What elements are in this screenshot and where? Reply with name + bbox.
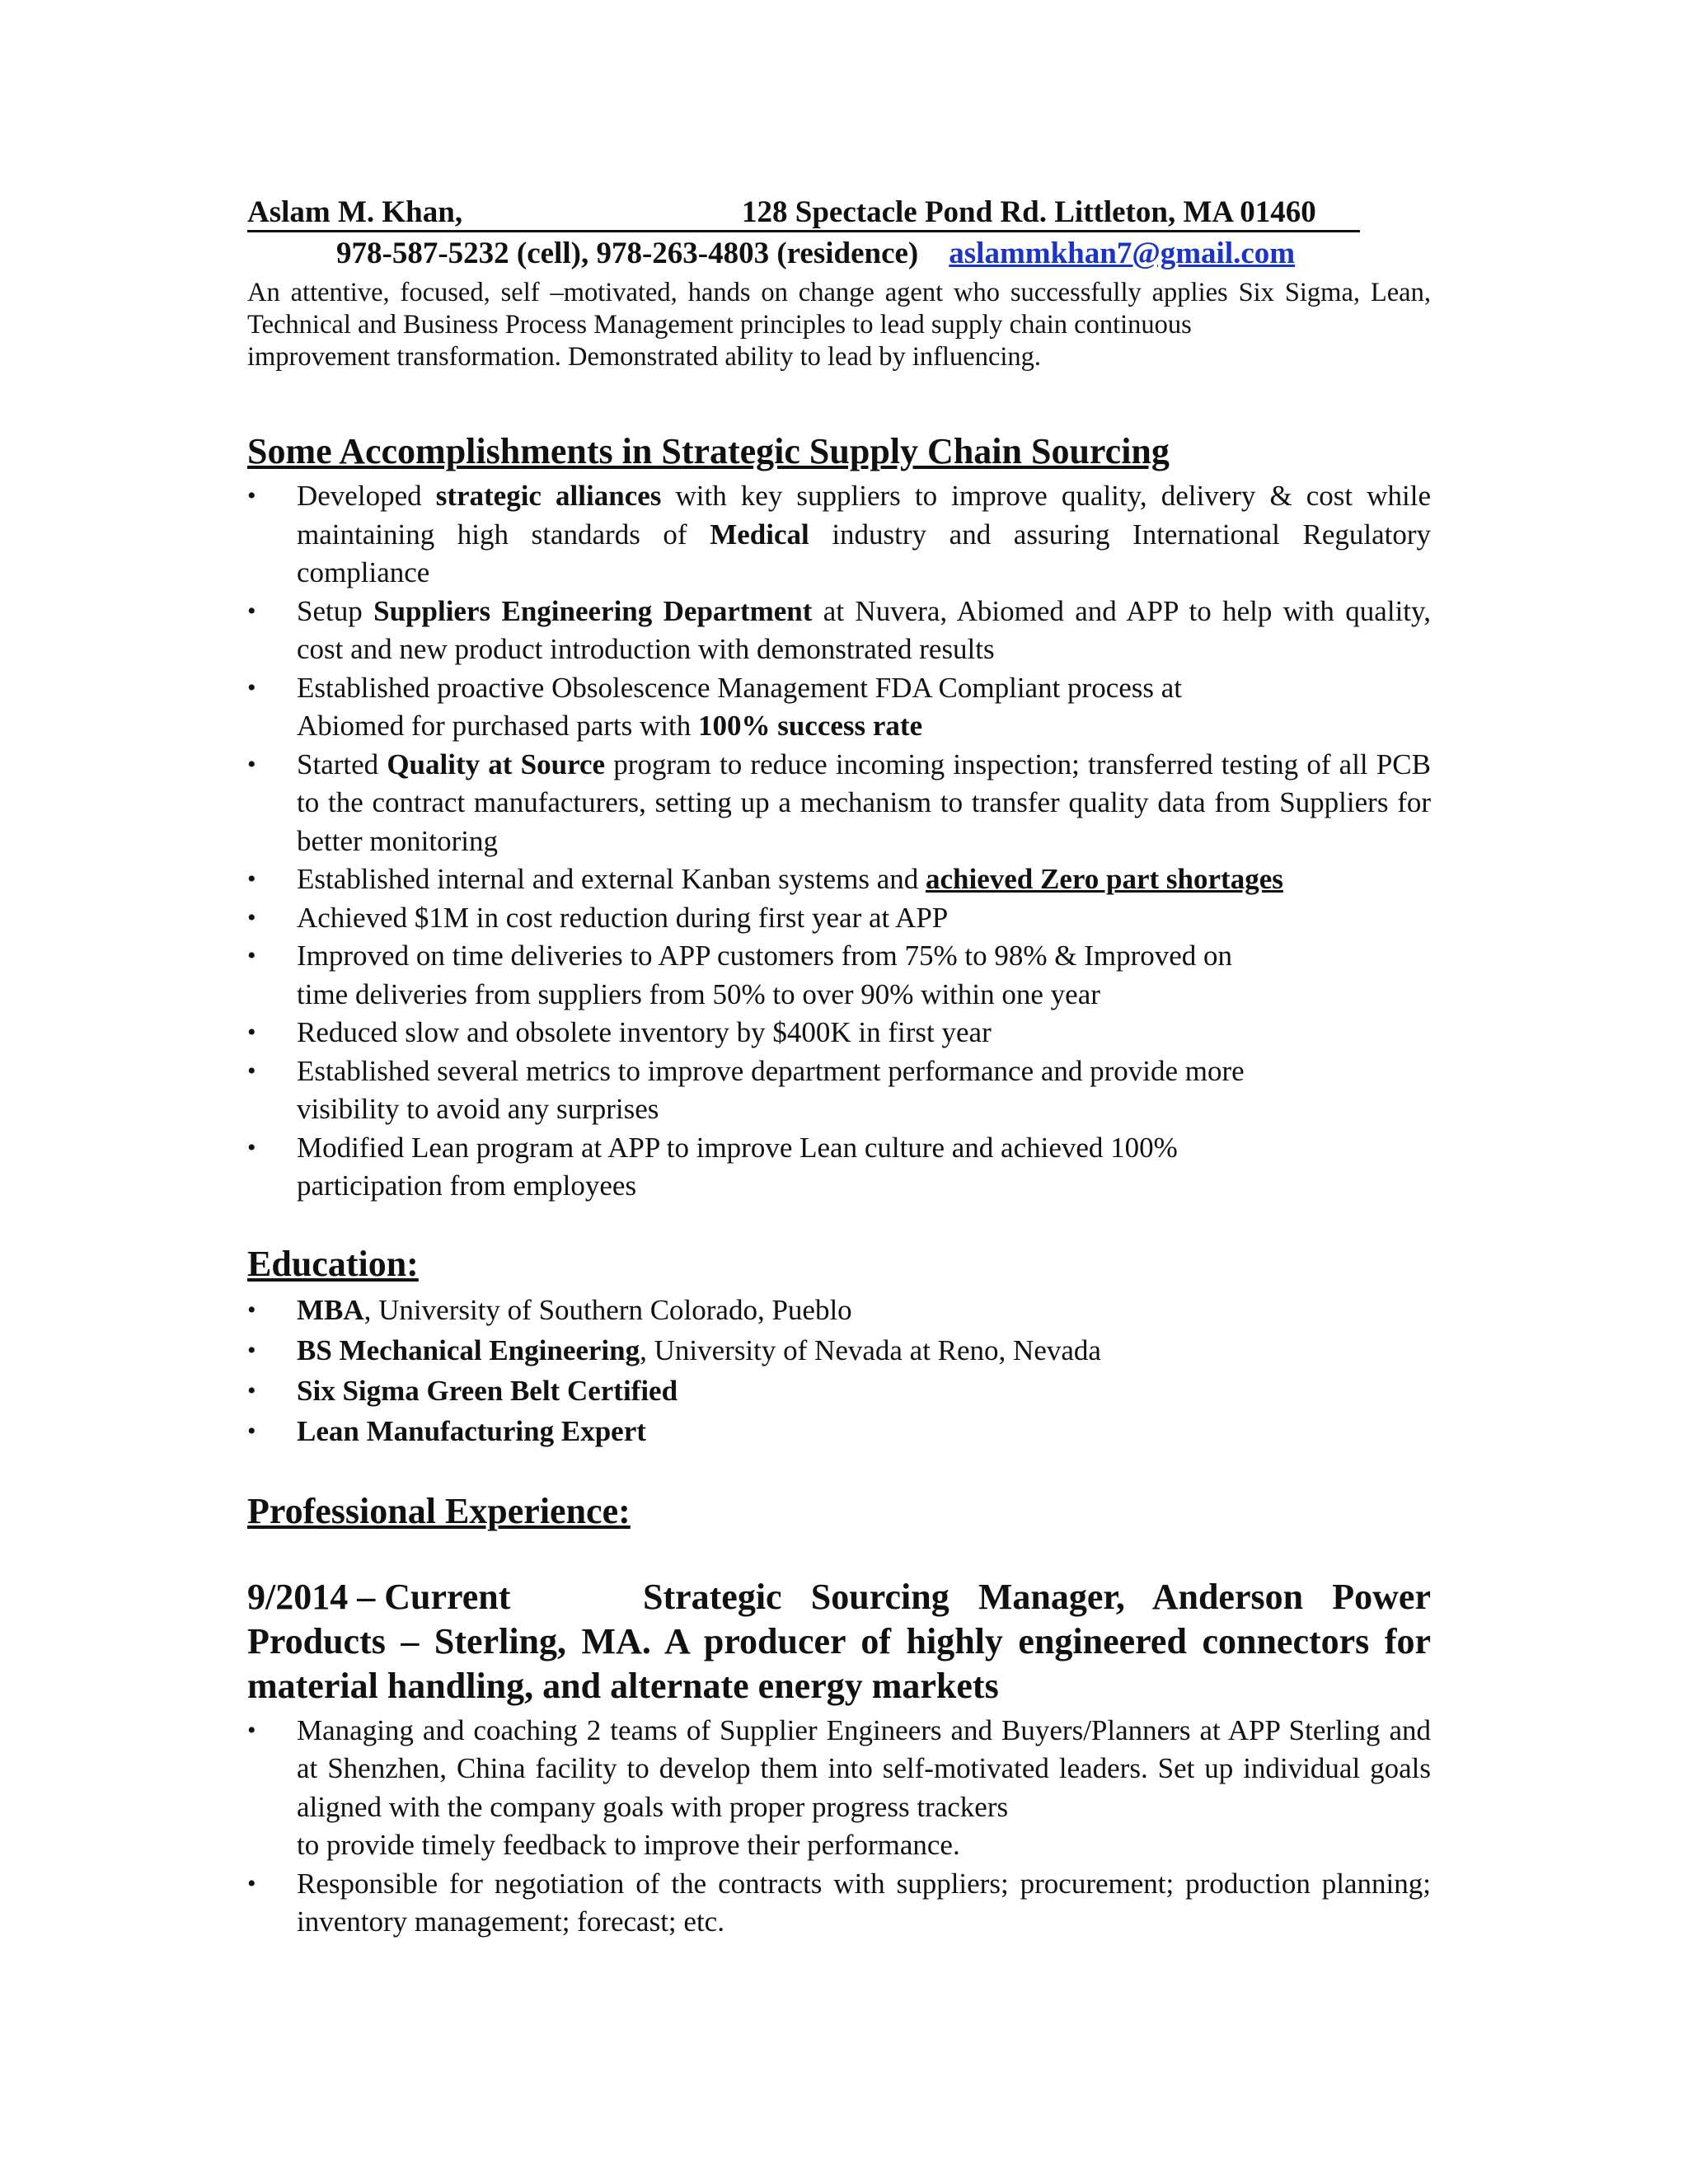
list-item: • Started Quality at Source program to reduce incoming inspection; transferred testing of all PCB to the contract manufacturers, setting up a mechanism to transfer quality data from Suppliers for better monitoring xyxy=(247,746,1431,861)
experience-list xyxy=(247,1712,1431,1942)
header-line xyxy=(247,194,1431,234)
bullet-icon: • xyxy=(247,1716,256,1744)
list-item: • Established internal and external Kanban systems and achieved Zero part shortages xyxy=(247,860,1431,899)
education-list xyxy=(247,1290,1431,1451)
summary xyxy=(247,277,1431,373)
list-item: • BS Mechanical Engineering, University of Nevada at Reno, Nevada xyxy=(247,1330,1431,1371)
job-dates: 9/2014 – Current xyxy=(247,1576,511,1617)
bullet-icon: • xyxy=(247,1869,256,1897)
bullet-icon: • xyxy=(247,865,256,893)
bullet-icon: • xyxy=(247,1057,256,1085)
list-item: • Modified Lean program at APP to improve Lean culture and achieved 100% participation from employees xyxy=(247,1129,1431,1206)
accomplishments-list xyxy=(247,477,1431,1206)
list-item: • Reduced slow and obsolete inventory by $400K in first year xyxy=(247,1014,1431,1052)
summary-line-2: improvement transformation. Demonstrated ability to lead by influencing. xyxy=(247,342,1042,372)
resume-content xyxy=(247,194,1431,1942)
email-link[interactable]: aslammkhan7@gmail.com xyxy=(949,237,1296,270)
summary-line-1: An attentive, focused, self –motivated, hands on change agent who successfully applies Six Sigma, Lean, Technical and Business Process Management principles to lead supply chain continuous xyxy=(247,278,1431,340)
list-item: • Established several metrics to improve department performance and provide more visibility to avoid any surprises xyxy=(247,1052,1431,1129)
job-title: Strategic Sourcing Manager, Anderson Power Products – Sterling, MA. A producer of highly engineered connectors for material handling, and alternate energy markets xyxy=(247,1576,1431,1706)
bullet-icon: • xyxy=(247,482,256,509)
list-item: • Developed strategic alliances with key suppliers to improve quality, delivery & cost while maintaining high standards of Medical industry and assuring International Regulatory compliance xyxy=(247,477,1431,593)
list-item: • Setup Suppliers Engineering Department at Nuvera, Abiomed and APP to help with quality, cost and new product introduction with demonstrated results xyxy=(247,593,1431,669)
bullet-icon: • xyxy=(247,1417,256,1445)
list-item: • Lean Manufacturing Expert xyxy=(247,1411,1431,1451)
candidate-name: Aslam M. Khan, xyxy=(247,195,463,229)
list-item: • Six Sigma Green Belt Certified xyxy=(247,1371,1431,1411)
bullet-icon: • xyxy=(247,1296,256,1324)
list-item: • Achieved $1M in cost reduction during first year at APP xyxy=(247,899,1431,938)
header-underline xyxy=(247,230,1360,232)
list-item: • MBA, University of Southern Colorado, Pueblo xyxy=(247,1290,1431,1330)
contact-line xyxy=(336,236,1431,275)
list-item: • Responsible for negotiation of the contracts with suppliers; procurement; production planning; inventory management; forecast; etc. xyxy=(247,1865,1431,1942)
education-heading: Education: xyxy=(247,1243,419,1284)
bullet-icon: • xyxy=(247,1336,256,1364)
phone-numbers: 978-587-5232 (cell), 978-263-4803 (residence) xyxy=(336,237,919,270)
list-item: • Established proactive Obsolescence Management FDA Compliant process at Abiomed for purchased parts with 100% success rate xyxy=(247,669,1431,746)
bullet-icon: • xyxy=(247,942,256,969)
list-item: • Improved on time deliveries to APP customers from 75% to 98% & Improved on time deliveries from suppliers from 50% to over 90% within one year xyxy=(247,937,1431,1014)
bullet-icon: • xyxy=(247,673,256,701)
experience-heading: Professional Experience: xyxy=(247,1490,631,1531)
candidate-address: 128 Spectacle Pond Rd. Littleton, MA 01460 xyxy=(742,195,1316,229)
bullet-icon: • xyxy=(247,750,256,778)
accomplishments-heading: Some Accomplishments in Strategic Supply Chain Sourcing xyxy=(247,431,1170,471)
bullet-icon: • xyxy=(247,1133,256,1161)
bullet-icon: • xyxy=(247,1019,256,1046)
list-item: • Managing and coaching 2 teams of Supplier Engineers and Buyers/Planners at APP Sterling and at Shenzhen, China facility to develop them into self-motivated leaders. Set up individual goals aligned with the company goals with proper progress trackers to provide timely feedback to improve their performance. xyxy=(247,1712,1431,1865)
job-heading xyxy=(247,1575,1431,1708)
bullet-icon: • xyxy=(247,597,256,625)
bullet-icon: • xyxy=(247,903,256,931)
bullet-icon: • xyxy=(247,1376,256,1404)
